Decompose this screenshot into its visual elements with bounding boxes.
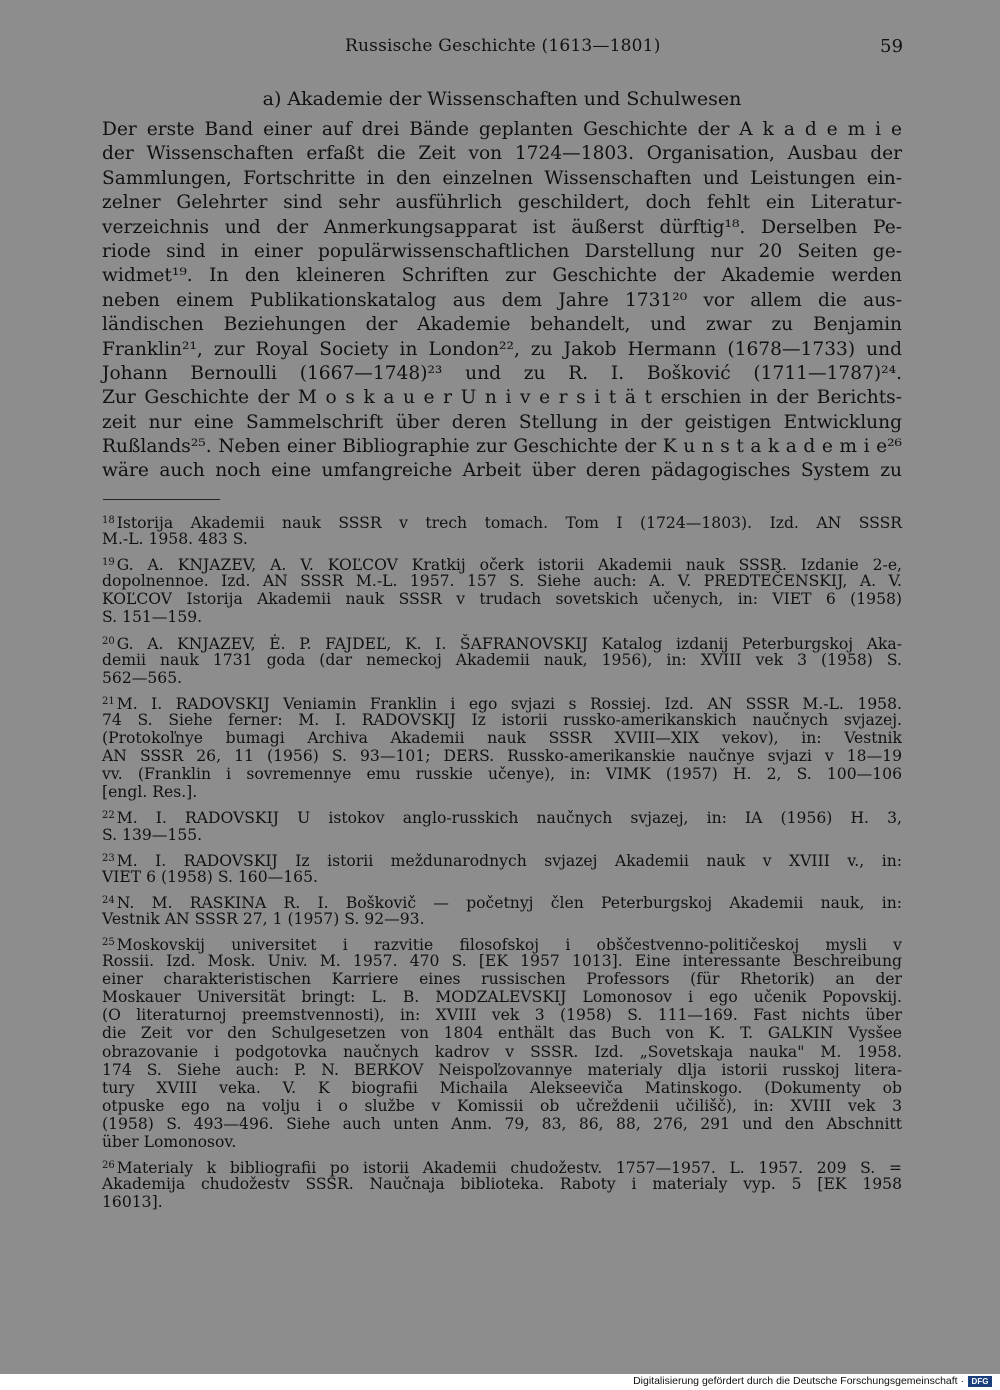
footnote-line: [engl. Res.]. bbox=[102, 783, 198, 802]
footnote-line: über Lomonosov. bbox=[102, 1133, 237, 1151]
footnote-line bbox=[102, 693, 902, 711]
footnote-line bbox=[102, 892, 902, 910]
footnote-text: G. A. KNJAZEV, Ė. P. FAJDEĽ, K. I. ŠAFRANOVSKIJ Katalog izdanij Peterburgskoj Aka- bbox=[116, 634, 902, 653]
footnote-text: G. A. KNJAZEV, A. V. KOĽCOV Kratkij očerk istorii Akademii nauk SSSR. Izdanie 2-e, bbox=[116, 556, 902, 575]
footnote bbox=[102, 850, 902, 886]
footnote-line bbox=[102, 633, 902, 651]
footnote-line bbox=[102, 1157, 902, 1178]
body-line: widmet¹⁹. In den kleineren Schriften zur Geschichte der Akademie werden bbox=[102, 265, 902, 287]
footnote-number: 24 bbox=[102, 894, 115, 906]
footnote-line: Rossii. Izd. Mosk. Univ. M. 1957. 470 S. [EK 1957 1013]. Eine interessante Beschreibung bbox=[102, 952, 902, 971]
footnote-number: 26 bbox=[102, 1160, 115, 1172]
footnote-number: 21 bbox=[102, 695, 115, 707]
footnote-line: AN SSSR 26, 11 (1956) S. 93—101; DERS. Russko-amerikanskie naučnye svjazi v 18—19 bbox=[102, 747, 902, 766]
footnote-line bbox=[102, 554, 902, 575]
footnote-line: 174 S. Siehe auch: P. N. BERKOV Neispoľzovannye materialy dlja istorii russkoj litera- bbox=[102, 1060, 902, 1079]
body-line: neben einem Publikationskatalog aus dem Jahre 1731²⁰ vor allem die aus- bbox=[102, 289, 902, 311]
footnote-number: 25 bbox=[102, 936, 115, 948]
footnote-line: die Zeit vor den Schulgesetzen von 1804 enthält das Buch von K. T. GALKIN Vysšee bbox=[102, 1024, 902, 1043]
footnote-line: einer charakteristischen Karriere eines russischen Professors (für Rhetorik) an der bbox=[102, 970, 902, 989]
body-line: ländischen Beziehungen der Akademie behandelt, und zwar zu Benjamin bbox=[102, 314, 902, 336]
footnote-line bbox=[102, 512, 902, 530]
footnote-line bbox=[102, 807, 902, 828]
footnote-line: 16013]. bbox=[102, 1193, 163, 1212]
footnote bbox=[102, 693, 902, 802]
footnote-line: (1958) S. 493—496. Siehe auch unten Anm. 79, 83, 86, 88, 276, 291 und den Abschnitt bbox=[102, 1114, 902, 1133]
footnote-number: 19 bbox=[102, 557, 115, 569]
body-line: Franklin²¹, zur Royal Society in London²², zu Jakob Hermann (1678—1733) und bbox=[102, 338, 902, 360]
footnote-text: N. M. RASKINA R. I. Boškovič — početnyj člen Peterburgskoj Akademii nauk, in: bbox=[116, 893, 902, 912]
footer-credit: Digitalisierung gefördert durch die Deutsche Forschungsgemeinschaft · bbox=[633, 1375, 964, 1387]
footnote-line: Vestnik AN SSSR 27, 1 (1957) S. 92—93. bbox=[102, 909, 425, 928]
footnote-line bbox=[102, 850, 902, 868]
body-line: zelner Gelehrter sind sehr ausführlich geschildert, doch fehlt ein Literatur- bbox=[102, 192, 902, 214]
footnote bbox=[102, 807, 902, 843]
body-line: verzeichnis und der Anmerkungsapparat ist äußerst dürftig¹⁸. Derselben Pe- bbox=[102, 216, 902, 238]
footnote bbox=[102, 633, 902, 687]
footnote-line: S. 151—159. bbox=[102, 608, 203, 627]
body-text bbox=[102, 118, 902, 484]
footnote bbox=[102, 892, 902, 928]
footnote-line bbox=[102, 934, 902, 952]
footnote-line: 74 S. Siehe ferner: M. I. RADOVSKIJ Iz istorii russko-amerikanskich naučnych svjazej. bbox=[102, 710, 902, 729]
footnote-text: M. I. RADOVSKIJ Veniamin Franklin i ego svjazi s Rossiej. Izd. AN SSSR M.-L. 1958. bbox=[116, 694, 902, 713]
footnote-text: M. I. RADOVSKIJ U istokov anglo-russkich naučnych svjazej, in: IA (1956) H. 3, bbox=[116, 809, 902, 828]
footnote-number: 20 bbox=[102, 635, 115, 647]
footnote-number: 18 bbox=[102, 515, 115, 526]
footnote-line: dopolnennoe. Izd. AN SSSR M.-L. 1957. 157 S. Siehe auch: A. V. PREDTEČENSKIJ, A. V. bbox=[102, 572, 902, 591]
footnote-text: Istorija Akademii nauk SSSR v trech tomach. Tom I (1724—1803). Izd. AN SSSR bbox=[116, 514, 902, 532]
body-line: wäre auch noch eine umfangreiche Arbeit über deren pädagogisches System zu bbox=[102, 460, 902, 482]
footnotes bbox=[102, 512, 902, 1217]
footnote-line: otpuske ego na volju i o službe v Komissii ob učreždenii učilišč), in: XVIII vek 3 bbox=[102, 1096, 902, 1115]
dfg-logo: DFG bbox=[968, 1376, 992, 1387]
footnote-line: Moskauer Universität bringt: L. B. MODZALEVSKIJ Lomonosov i ego učenik Popovskij. bbox=[102, 988, 902, 1007]
footnote-text: Moskovskij universitet i razvitie filosofskoj i obščestvenno-političeskoj mysli v bbox=[116, 935, 902, 954]
footnote-line: VIET 6 (1958) S. 160—165. bbox=[102, 867, 318, 886]
footnote-line: Akademija chudožestv SSSR. Naučnaja biblioteka. Raboty i materialy vyp. 5 [EK 1958 bbox=[102, 1175, 902, 1194]
running-head-title: Russische Geschichte (1613—1801) bbox=[345, 36, 661, 56]
body-line: Zur Geschichte der M o s k a u e r U n i v e r s i t ä t erschien in der Berichts- bbox=[102, 387, 902, 409]
body-line: der Wissenschaften erfaßt die Zeit von 1724—1803. Organisation, Ausbau der bbox=[102, 143, 902, 165]
body-line: Johann Bernoulli (1667—1748)²³ und zu R. I. Bošković (1711—1787)²⁴. bbox=[102, 362, 902, 384]
footnote-line: vv. (Franklin i sovremennye emu russkie učenye), in: VIMK (1957) H. 2, S. 100—106 bbox=[102, 765, 902, 784]
body-line: riode sind in einer populärwissenschaftlichen Darstellung nur 20 Seiten ge- bbox=[102, 240, 902, 262]
footnote-line: tury XVIII veka. V. K biografii Michaila Alekseeviča Matinskogo. (Dokumenty ob bbox=[102, 1078, 902, 1097]
body-line: Rußlands²⁵. Neben einer Bibliographie zur Geschichte der K u n s t a k a d e m i e²⁶ bbox=[102, 436, 902, 458]
footnote-text: M. I. RADOVSKIJ Iz istorii meždunarodnych svjazej Akademii nauk v XVIII v., in: bbox=[116, 851, 902, 870]
footnote-separator bbox=[103, 499, 220, 500]
footnote bbox=[102, 934, 902, 1151]
section-heading: a) Akademie der Wissenschaften und Schulwesen bbox=[262, 88, 742, 110]
body-line: zeit nur eine Sammelschrift über deren Stellung in der geistigen Entwicklung bbox=[102, 411, 902, 433]
body-line: Der erste Band einer auf drei Bände geplanten Geschichte der A k a d e m i e bbox=[102, 119, 902, 140]
footnote-text: Materialy k bibliografii po istorii Akademii chudožestv. 1757—1957. L. 1957. 209 S. = bbox=[116, 1159, 902, 1178]
digitization-footer bbox=[0, 1374, 1000, 1390]
footnote bbox=[102, 554, 902, 626]
footnote-line: obrazovanie i podgotovka naučnych kadrov v SSSR. Izd. „Sovetskaja nauka" M. 1958. bbox=[102, 1042, 902, 1061]
footnote-line: (O literaturnoj preemstvennosti), in: XVIII vek 3 (1958) S. 111—169. Fast nichts über bbox=[102, 1006, 902, 1025]
footnote bbox=[102, 512, 902, 548]
footnote-line: demii nauk 1731 goda (dar nemeckoj Akademii nauk, 1956), in: XVIII vek 3 (1958) S. bbox=[102, 650, 902, 669]
footnote-line: 562—565. bbox=[102, 668, 183, 687]
body-line: Sammlungen, Fortschritte in den einzelnen Wissenschaften und Leistungen ein- bbox=[102, 167, 902, 189]
footnote-line: KOĽCOV Istorija Akademii nauk SSSR v trudach sovetskich učenych, in: VIET 6 (1958) bbox=[102, 590, 902, 609]
footnote-number: 22 bbox=[102, 810, 115, 822]
footnote-line: (Protokoľnye bumagi Archiva Akademii nauk SSSR XVIII—XIX vekov), in: Vestnik bbox=[102, 729, 902, 748]
footnote-line: M.-L. 1958. 483 S. bbox=[102, 530, 248, 549]
footnote bbox=[102, 1157, 902, 1211]
footnote-line: S. 139—155. bbox=[102, 825, 203, 844]
page-number: 59 bbox=[880, 36, 904, 57]
footnote-number: 23 bbox=[102, 852, 115, 864]
